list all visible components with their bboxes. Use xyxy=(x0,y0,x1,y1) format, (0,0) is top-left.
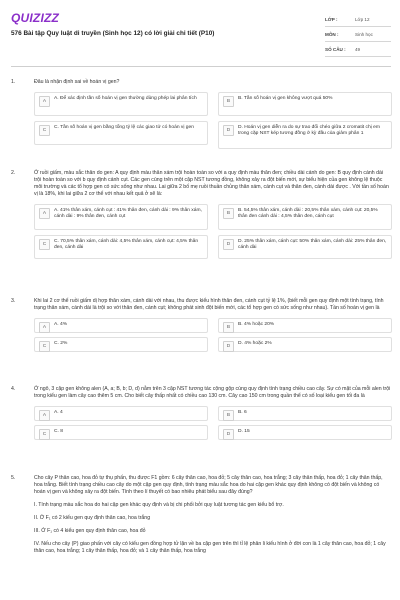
option-letter: A xyxy=(39,208,50,219)
option-text: A. 41% thân xám, cánh cụt : 41% thân đen, cánh dài : 9% thân xám, cánh dài : 9% thân đen, cánh cụt xyxy=(54,208,202,220)
option-b[interactable] xyxy=(218,92,392,116)
question-text: Ở ruồi giấm, màu sắc thân do gen: A quy định màu thân xám trội hoàn toàn so với a quy định màu thân đen; chiều dài cánh do gen: B quy định cánh dài trội hoàn toàn so với b quy định cánh cụt. Các gen cùng trên một cặp NST tương đồng, không xảy ra đột biến mới, sự biểu hiện của gen không lệ thuộc môi trường và các tổ hợp gen có sức sống như nhau. Lai giữa 2 bố mẹ ruồi thuần chủng thân xám, cánh cụt và thân đen, cánh dài được . Với tần số hoán vị là 18%, khi lai giữa 2 cơ thể với nhau kết quả ở sẽ là: xyxy=(34,170,389,197)
statement-4: IV. Nếu cho cây (P) giao phấn với cây có kiểu gen đồng hợp tử lặn về ba cặp gen trên thì tỉ lệ phân li kiểu hình ở đời con là 1 cây thân cao, hoa đỏ; 1 cây thân cao, hoa trắng; 1 cây thân thấp, hoa đỏ; và 1 cây thân thấp, hoa trắng xyxy=(34,541,386,554)
meta-label: LỚP : xyxy=(325,16,338,22)
option-letter: D xyxy=(223,429,234,440)
option-text: A. 4% xyxy=(54,322,68,327)
option-text: C. 2% xyxy=(54,341,68,346)
page-title: 576 Bài tập Quy luật di truyền (Sinh học 12) có lời giải chi tiết (P10) xyxy=(11,30,215,37)
meta-label: SỐ CÂU : xyxy=(325,46,346,52)
option-c[interactable] xyxy=(34,235,208,259)
question-number: 3. xyxy=(11,298,16,304)
option-letter: A xyxy=(39,410,50,421)
option-letter: B xyxy=(223,410,234,421)
option-d[interactable] xyxy=(218,121,392,149)
meta-table xyxy=(325,12,391,57)
option-text: C. 70,5% thân xám, cánh dài: 4,5% thân xám, cánh cụt: 4,5% thân đen, cánh dài xyxy=(54,239,199,251)
question-text: Đâu là nhận định sai về hoán vị gen? xyxy=(34,79,120,85)
statement-2: II. Ở F₁ có 2 kiểu gen quy định thân cao, hoa trắng xyxy=(34,515,151,521)
option-a[interactable] xyxy=(34,92,208,116)
option-d[interactable] xyxy=(218,337,392,352)
option-text: D. Hoán vị gen diễn ra do sự trao đổi chéo giữa 2 cromatit chị em trong cặp NST kép tương đồng ở kỳ đầu của giảm phân 1 xyxy=(238,125,380,137)
question-number: 1. xyxy=(11,79,16,85)
option-letter: D xyxy=(223,341,234,352)
option-letter: B xyxy=(223,322,234,333)
meta-label: MÔN : xyxy=(325,31,339,37)
option-text: B. 6 xyxy=(238,410,247,415)
meta-row-subject xyxy=(325,27,391,42)
option-text: A. 4 xyxy=(54,410,63,415)
option-text: D. 4% hoặc 2% xyxy=(238,341,272,346)
option-a[interactable] xyxy=(34,318,208,333)
option-d[interactable] xyxy=(218,235,392,259)
meta-value: 49 xyxy=(355,46,361,52)
option-a[interactable] xyxy=(34,406,208,421)
option-text: D. 25% thân xám, cánh cụt: 50% thân xám, cánh dài: 25% thân đen, cánh dài xyxy=(238,239,387,251)
header-divider xyxy=(11,66,391,67)
option-letter: C xyxy=(39,239,50,250)
option-text: D. 15 xyxy=(238,429,250,434)
option-letter: A xyxy=(39,96,50,107)
meta-value: Sinh học xyxy=(355,31,373,37)
quizizz-logo[interactable]: QUIZIZZ xyxy=(11,11,60,25)
option-letter: C xyxy=(39,125,50,136)
question-text: Ở ngô, 3 cặp gen không alen (A, a; B, b; D, d) nằm trên 3 cặp NST tương tác cộng gộp cùng quy định tính trạng chiều cao cây. Sự có mặt của mỗi alen trội trong kiểu gen làm cây cao thêm 5 cm. Cho biết cây thấp nhất có chiều cao 130 cm. Cây cao 150 cm trong quần thể có số loại kiểu gen tối đa là xyxy=(34,386,391,399)
meta-row-class xyxy=(325,12,391,27)
option-c[interactable] xyxy=(34,121,208,145)
meta-row-count xyxy=(325,42,391,57)
option-b[interactable] xyxy=(218,318,392,333)
option-letter: C xyxy=(39,429,50,440)
option-text: C. 8 xyxy=(54,429,63,434)
option-d[interactable] xyxy=(218,425,392,440)
option-letter: D xyxy=(223,125,234,136)
option-c[interactable] xyxy=(34,425,208,440)
statement-1: I. Tính trạng màu sắc hoa do hai cặp gen khác quy định và bị chi phối bởi quy luật tương tác gen kiểu bổ trợ. xyxy=(34,502,284,508)
option-b[interactable] xyxy=(218,204,392,230)
question-number: 2. xyxy=(11,170,16,176)
option-letter: C xyxy=(39,341,50,352)
question-number: 5. xyxy=(11,475,16,481)
option-letter: B xyxy=(223,96,234,107)
option-text: C. Tần số hoán vị gen bằng tổng tỷ lệ các giao tử có hoán vị gen xyxy=(54,125,194,130)
question-text: Cho cây P thân cao, hoa đỏ tự thụ phấn, thu được F1 gồm: 6 cây thân cao, hoa đỏ; 5 cây thân cao, hoa trắng; 3 cây thân thấp, hoa đỏ; 1 cây thân thấp, hoa trắng. Biết tính trạng chiều cao cây do một cặp gen quy định, tính trạng màu sắc hoa do hai cặp gen khác quy định không có đột biến và không có hoán vị gen và không xảy ra đột biến. Tính theo lí thuyết có bao nhiêu phát biểu sau đây đúng? xyxy=(34,475,383,495)
question-number: 4. xyxy=(11,386,16,392)
meta-value: Lớp 12 xyxy=(355,16,370,22)
option-b[interactable] xyxy=(218,406,392,421)
option-letter: A xyxy=(39,322,50,333)
option-c[interactable] xyxy=(34,337,208,352)
option-text: A. Để xác định tần số hoán vị gen thường dùng phép lai phân tích xyxy=(54,96,197,101)
option-letter: D xyxy=(223,239,234,250)
option-letter: B xyxy=(223,208,234,219)
option-text: B. 54,5% thân xám, cánh dài : 20,5% thân xám, cánh cụt: 20,5% thân đen cánh dài : 4,5% thân đen, cánh cụt xyxy=(238,208,378,220)
header xyxy=(0,0,400,66)
question-text: Khi lai 2 cơ thể ruồi giấm dị hợp thân xám, cánh dài với nhau, thu được kiểu hình thân đen, cánh cụt tỷ lệ 1%, (biết mỗi gen quy định một tính trạng, tính trạng thân xám, cánh dài là trội so với thân đen, cánh cụt; không phát sinh đột biến mới, các tổ hợp gen có sức sống như nhau). Tần số hoán vị gen là xyxy=(34,298,384,311)
option-text: B. Tần số hoán vị gen không vượt quá 50% xyxy=(238,96,333,101)
option-text: B. 4% hoặc 20% xyxy=(238,322,275,327)
option-a[interactable] xyxy=(34,204,208,230)
statement-3: III. Ở F₁ có 4 kiểu gen quy định thân cao, hoa đỏ xyxy=(34,528,146,534)
